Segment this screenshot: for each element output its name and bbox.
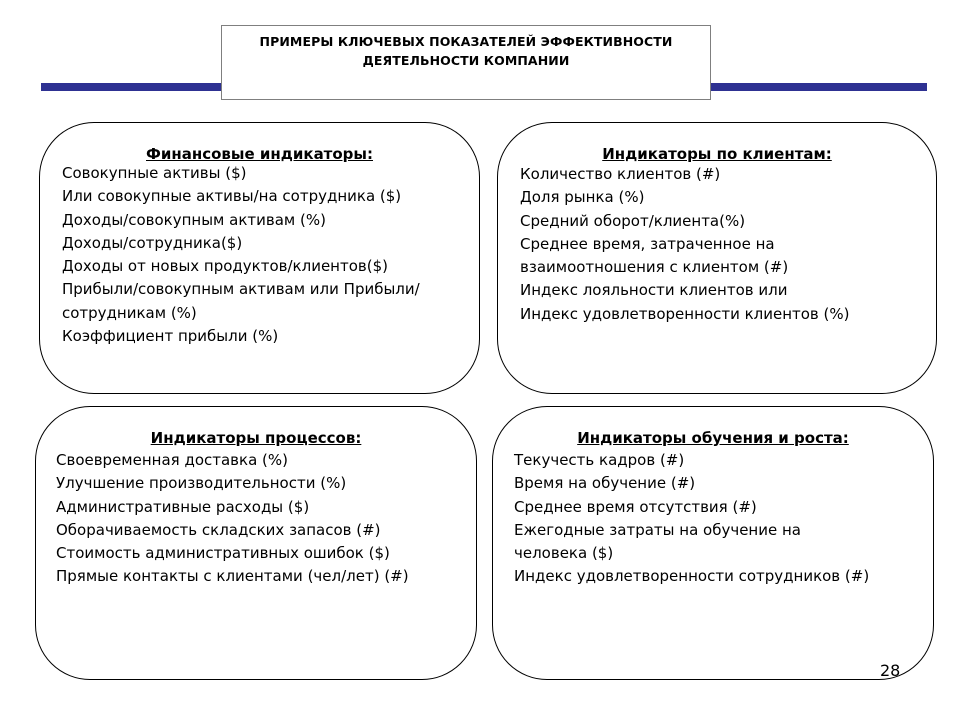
title-line-1: ПРИМЕРЫ КЛЮЧЕВЫХ ПОКАЗАТЕЛЕЙ ЭФФЕКТИВНОСТИ	[259, 34, 673, 49]
list-item: Доля рынка (%)	[520, 188, 645, 207]
list-item: Стоимость административных ошибок ($)	[56, 544, 390, 563]
list-item: Или совокупные активы/на сотрудника ($)	[62, 187, 402, 206]
list-item: Административные расходы ($)	[56, 497, 310, 516]
list-item: Совокупные активы ($)	[62, 164, 247, 182]
indicator-list	[520, 163, 850, 326]
list-item: взаимоотношения с клиентом (#)	[520, 258, 789, 277]
list-item: Индекс удовлетворенности сотрудников (#)	[514, 567, 870, 586]
indicator-list	[62, 162, 420, 348]
list-item: человека ($)	[514, 544, 614, 563]
indicator-list	[514, 449, 869, 589]
list-item: Ежегодные затраты на обучение на	[514, 520, 801, 539]
list-item: Прямые контакты с клиентами (чел/лет) (#)	[56, 567, 409, 586]
list-item: Оборачиваемость складских запасов (#)	[56, 520, 381, 539]
indicator-list	[56, 449, 409, 589]
list-item: Количество клиентов (#)	[520, 165, 721, 183]
financial-indicators-card	[39, 122, 480, 394]
list-item: Текучесть кадров (#)	[514, 451, 685, 469]
list-item: Среднее время, затраченное на	[520, 234, 775, 253]
list-item: Своевременная доставка (%)	[56, 451, 288, 469]
list-item: Индекс удовлетворенности клиентов (%)	[520, 304, 850, 323]
title-line-2: ДЕЯТЕЛЬНОСТИ КОМПАНИИ	[362, 53, 570, 68]
list-item: Доходы от новых продуктов/клиентов($)	[62, 257, 388, 276]
list-item: Индекс лояльности клиентов или	[520, 281, 788, 300]
list-item: Доходы/совокупным активам (%)	[62, 210, 326, 229]
page-number: 28	[880, 661, 901, 680]
list-item: Время на обучение (#)	[514, 474, 696, 493]
list-item: Среднее время отсутствия (#)	[514, 497, 757, 516]
learning-growth-indicators-card	[492, 406, 934, 680]
list-item: Улучшение производительности (%)	[56, 474, 347, 493]
card-title: Индикаторы процессов:	[150, 429, 362, 447]
title-box	[221, 25, 711, 100]
process-indicators-card	[35, 406, 477, 680]
card-title: Индикаторы обучения и роста:	[577, 429, 849, 447]
list-item: Прибыли/совокупным активам или Прибыли/	[62, 280, 420, 299]
list-item: Коэффициент прибыли (%)	[62, 327, 279, 346]
customer-indicators-card	[497, 122, 937, 394]
list-item: сотрудникам (%)	[62, 303, 197, 322]
list-item: Средний оборот/клиента(%)	[520, 211, 746, 230]
card-title: Индикаторы по клиентам:	[602, 145, 832, 163]
list-item: Доходы/сотрудника($)	[62, 233, 243, 252]
card-title: Финансовые индикаторы:	[146, 145, 373, 163]
